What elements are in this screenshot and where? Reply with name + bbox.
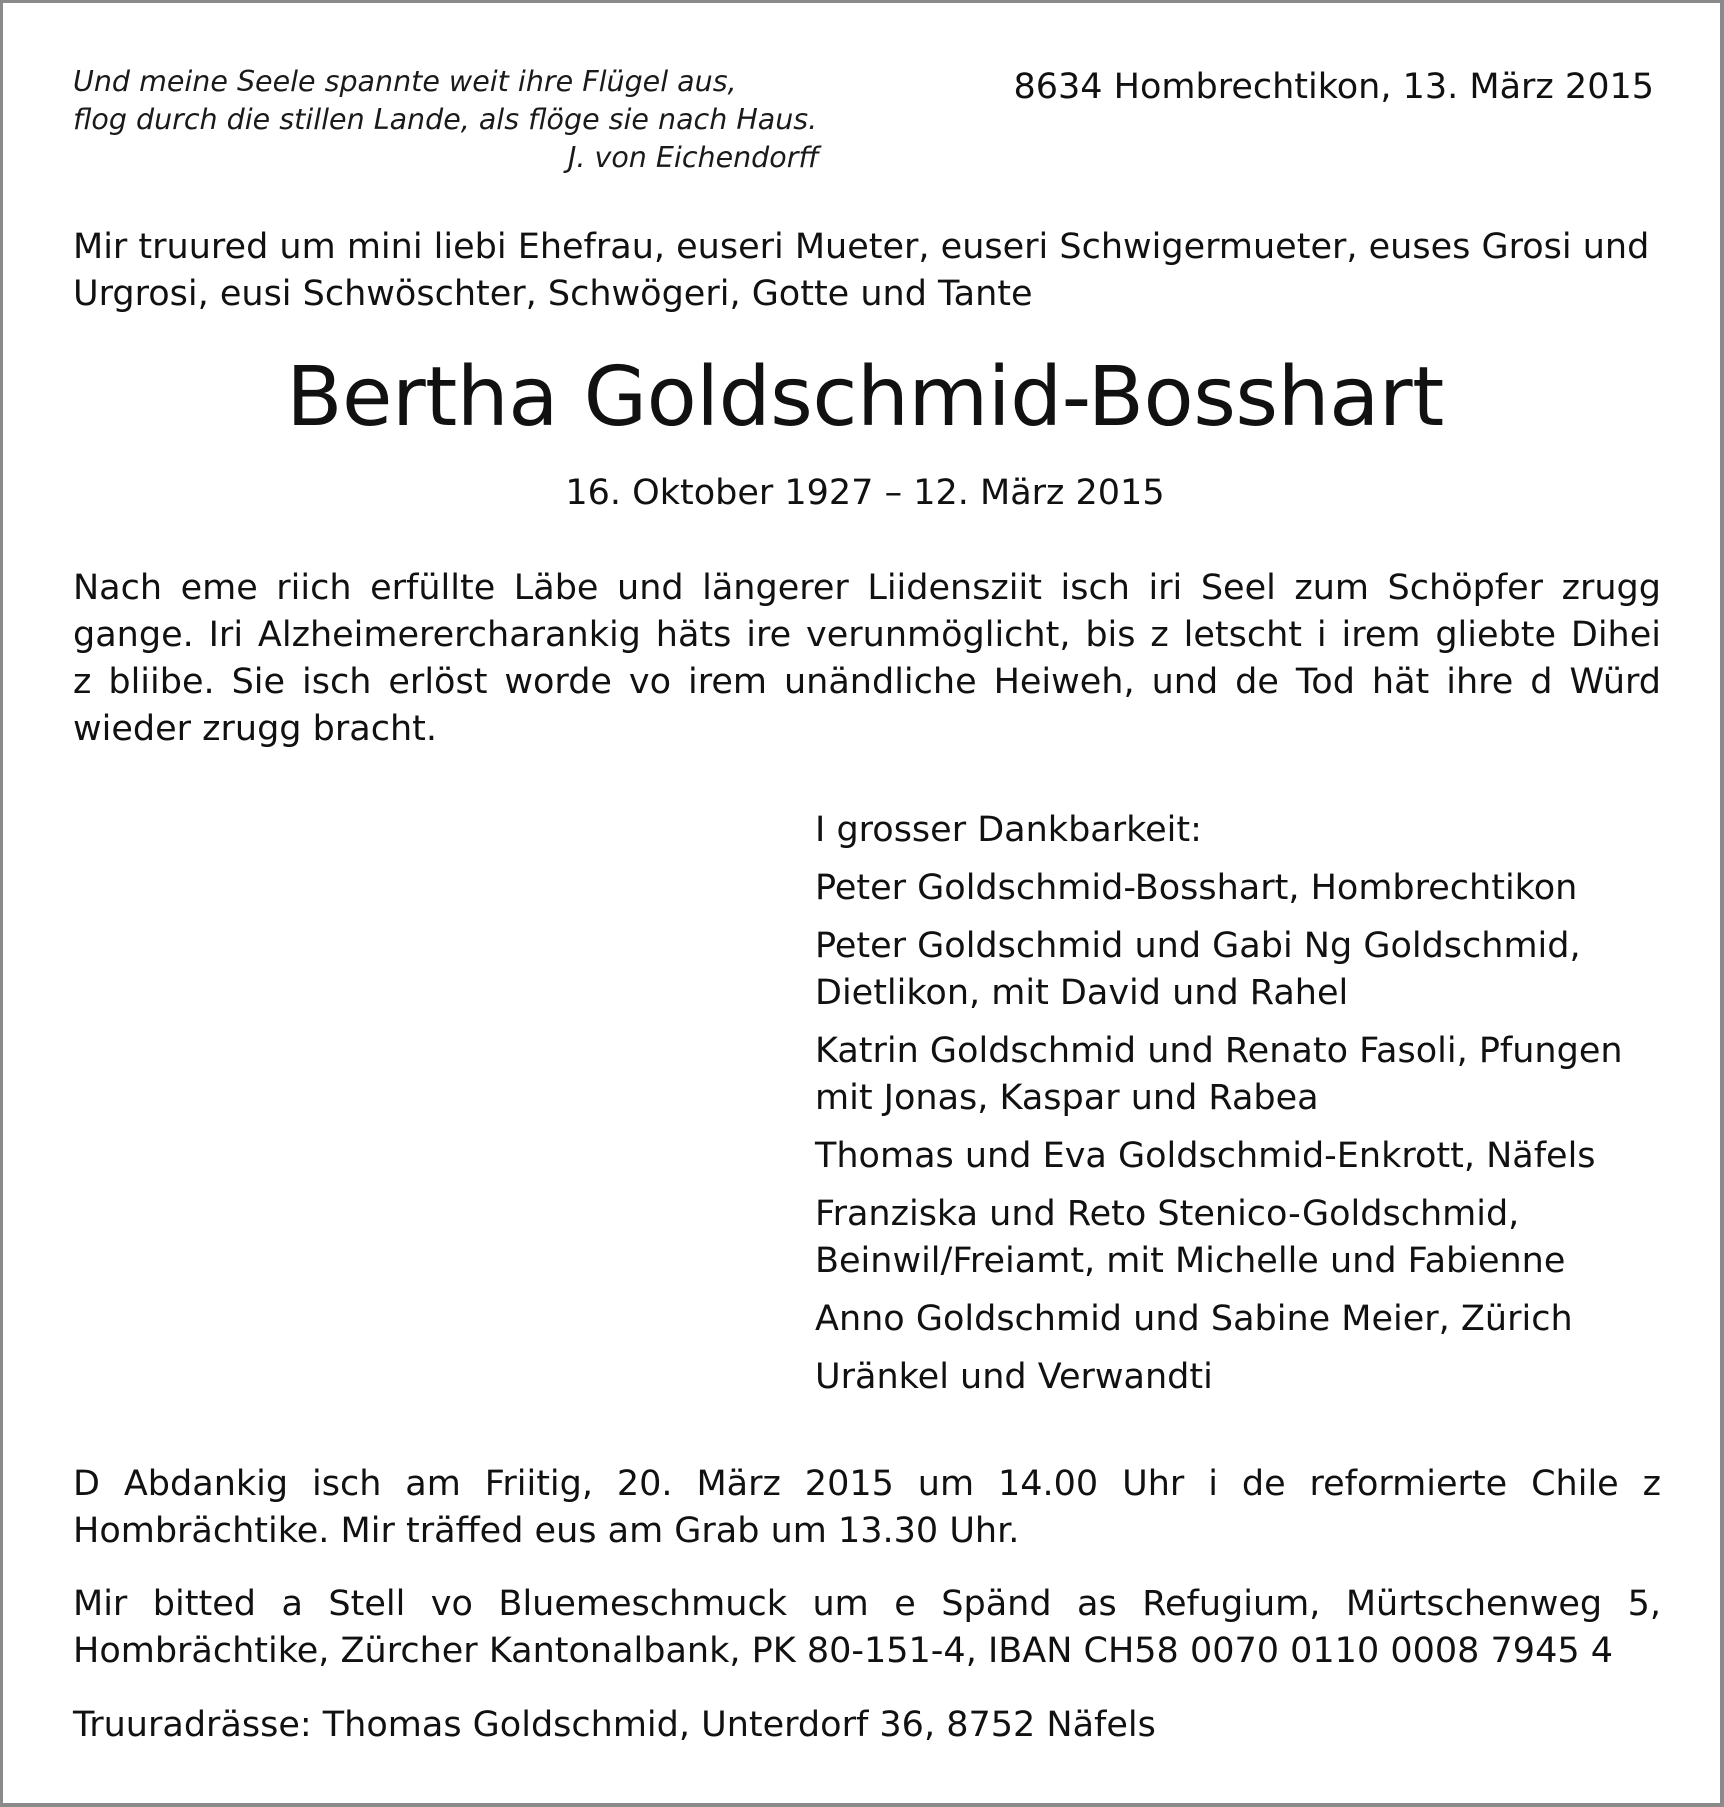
mourner-entry [815, 1133, 1675, 1180]
mourner-line: Beinwil/Freiamt, mit Michelle und Fabienne [815, 1241, 1566, 1281]
mourner-entry [815, 923, 1675, 1017]
mourner-entry [815, 1028, 1675, 1122]
mourner-line: Katrin Goldschmid und Renato Fasoli, Pfungen [815, 1031, 1623, 1071]
mourner-line: Franziska und Reto Stenico-Goldschmid, [815, 1194, 1520, 1234]
place-date: 8634 Hombrechtikon, 13. März 2015 [1013, 67, 1654, 107]
quote-line: Und meine Seele spannte weit ihre Flügel aus, [73, 65, 737, 98]
mourner-line: Peter Goldschmid-Bosshart, Hombrechtikon [815, 868, 1578, 908]
life-dates: 16. Oktober 1927 – 12. März 2015 [565, 473, 1165, 513]
mourner-line: Peter Goldschmid und Gabi Ng Goldschmid, [815, 926, 1581, 966]
mourner-entry [815, 865, 1675, 912]
donation-line: Hombrächtike, Zürcher Kantonalbank, PK 80-151-4, IBAN CH58 0070 0110 0008 7945 4 [73, 1631, 1613, 1671]
mourner-entry [815, 1354, 1675, 1401]
mourners-heading: I grosser Dankbarkeit: [815, 810, 1202, 850]
message-line: wieder zrugg bracht. [73, 709, 437, 749]
message-line: z bliibe. Sie isch erlöst worde vo irem unändliche Heiweh, und de Tod hät ihre d Würd [73, 662, 1661, 702]
service-line: D Abdankig isch am Friitig, 20. März 2015 um 14.00 Uhr i de reformierte Chile z [73, 1464, 1661, 1504]
deceased-name: Bertha Goldschmid-Bosshart [286, 350, 1444, 445]
mourner-line: Uränkel und Verwandti [815, 1357, 1213, 1397]
service-paragraph [73, 1461, 1661, 1555]
mourner-line: Thomas und Eva Goldschmid-Enkrott, Näfels [815, 1136, 1596, 1176]
intro-text [73, 224, 1663, 318]
mourner-line: Dietlikon, mit David und Rahel [815, 973, 1349, 1013]
quote-line: flog durch die stillen Lande, als flöge sie nach Haus. [73, 103, 818, 136]
intro-line: Urgrosi, eusi Schwöschter, Schwögeri, Gotte und Tante [73, 274, 1033, 314]
message-line: gange. Iri Alzheimerercharankig häts ire verunmöglicht, bis z letscht i irem gliebte Dihei [73, 615, 1661, 655]
mourner-line: Anno Goldschmid und Sabine Meier, Zürich [815, 1299, 1573, 1339]
mourner-entry [815, 1296, 1675, 1343]
donation-paragraph [73, 1581, 1661, 1675]
donation-line: Mir bitted a Stell vo Bluemeschmuck um e Spänd as Refugium, Mürtschenweg 5, [73, 1584, 1661, 1624]
mourner-entry [815, 1191, 1675, 1285]
mourners-list [815, 807, 1675, 1412]
mourning-address: Truuradrässe: Thomas Goldschmid, Unterdorf 36, 8752 Näfels [73, 1705, 1156, 1745]
epigraph-quote [73, 63, 833, 177]
message-paragraph [73, 565, 1661, 753]
intro-line: Mir truured um mini liebi Ehefrau, euseri Mueter, euseri Schwigermueter, euses Grosi und [73, 227, 1650, 267]
service-line: Hombrächtike. Mir träffed eus am Grab um 13.30 Uhr. [73, 1511, 1020, 1551]
mourner-line: mit Jonas, Kaspar und Rabea [815, 1078, 1319, 1118]
quote-author: J. von Eichendorff [567, 141, 819, 174]
message-line: Nach eme riich erfüllte Läbe und längerer Liidensziit isch iri Seel zum Schöpfer zrugg [73, 568, 1661, 608]
